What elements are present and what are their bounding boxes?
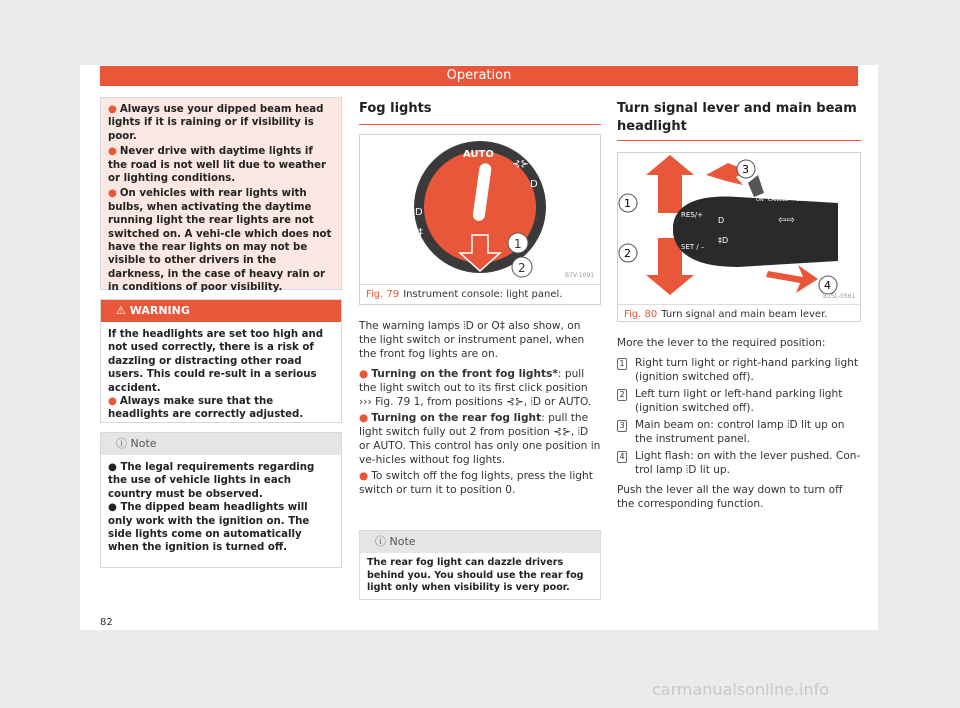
warning-bullets-box	[100, 97, 342, 294]
callout-2: 2	[624, 247, 631, 260]
lever-body	[673, 197, 838, 267]
lever-illustration	[618, 153, 860, 300]
info-icon: ⓘ	[116, 437, 131, 450]
page-header: Operation	[100, 66, 858, 86]
figure-caption: Fig. 80 Turn signal and main beam lever.	[618, 304, 860, 324]
list-item: 1 Right turn light or right-hand parking light (ignition switched off).	[617, 356, 861, 384]
label-set: SET / –	[681, 243, 705, 251]
note-header: ⓘ Note	[101, 433, 341, 455]
callout-4: 4	[824, 279, 831, 292]
bullet-item: ● On vehicles with rear lights with bulbs, when activating the daytime running light the rear lights are not switched on. A vehi-cle which does not have the rear lights on may not be visible to other drivers in the darkness, in the case of heavy rain or in conditions of poor visibility.	[108, 188, 332, 294]
note-body	[101, 455, 341, 561]
fog-lever-icon: ‡D	[718, 236, 729, 245]
dial-label-auto: AUTO	[463, 149, 494, 160]
front-fog-icon: ‡D	[410, 207, 423, 218]
figure-caption: Fig. 79 Instrument console: light panel.	[360, 284, 600, 304]
main-beam-icon: D	[718, 216, 725, 225]
note-bullet: ● The dipped beam headlights will only work with the ignition on. The side lights come on automatically when the ignition is turned off.	[108, 502, 310, 554]
label-off: OFF	[796, 197, 806, 203]
label-cancel: CANCEL	[768, 197, 789, 203]
turn-signal-section	[617, 100, 861, 511]
callout-1: 1	[514, 237, 522, 251]
label-on: ON	[756, 197, 764, 203]
callout-1: 1	[624, 197, 631, 210]
dial-label-0: 0	[420, 153, 430, 169]
note-bullet: ● The legal requirements regarding the use of vehicle lights in each country must be observed.	[108, 462, 315, 500]
intro-text: More the lever to the required position:	[617, 337, 826, 349]
turn-arrows-icon: ⇦⇨	[778, 215, 795, 226]
label-res: RES/+	[681, 211, 703, 219]
callout-3: 3	[742, 163, 749, 176]
list-item: 4 Light flash: on with the lever pushed. Con-trol lamp ⦙D lit up.	[617, 449, 861, 477]
bullet-front-fog: ● Turning on the front fog lights*: pull the light switch out to its first click position ››› Fig. 79 1, from positions ⊰⊱, ⦙D or AUTO.	[359, 368, 592, 408]
figure-80	[617, 152, 861, 322]
warning-body	[101, 322, 341, 428]
outro-text: Push the lever all the way down to turn off the corresponding function.	[617, 484, 843, 510]
fog-lights-section	[359, 100, 601, 497]
figure-code: B7V-1091	[565, 272, 595, 279]
bullet-rear-fog: ● Turning on the rear fog light: pull the light switch fully out 2 from position ⊰⊱, ⦙D or AUTO. This control has only one position in ve-hicles without fog lights.	[359, 412, 601, 466]
list-item: 2 Left turn light or left-hand parking light (ignition switched off).	[617, 387, 861, 415]
warning-icon: ⚠	[116, 304, 130, 317]
warning-bullet: ● Always make sure that the headlights are correctly adjusted.	[108, 396, 304, 421]
note-box-fog	[359, 530, 601, 600]
page-number: 82	[100, 617, 113, 628]
warning-header: ⚠ WARNING	[101, 300, 341, 322]
parking-light-icon: ⊰⊱	[512, 159, 529, 170]
bullet-switch-off: ● To switch off the fog lights, press the light switch or turn it to position 0.	[359, 470, 593, 496]
warning-box	[100, 299, 342, 423]
watermark: carmanualsonline.info	[652, 680, 830, 699]
light-switch-illustration	[360, 135, 600, 280]
callout-2: 2	[518, 261, 526, 275]
note-text: The rear fog light can dazzle drivers behind you. You should use the rear fog light only when visibility is very poor.	[367, 557, 584, 594]
figure-code: B1SL-0561	[823, 293, 856, 300]
bullet-item: ● Always use your dipped beam head lights if it is raining or if visibility is poor.	[108, 104, 324, 142]
rear-fog-icon: O‡	[410, 227, 423, 238]
dipped-beam-icon: D	[530, 179, 538, 190]
bullet-item: ● Never drive with daytime lights if the road is not well lit due to weather or lighting conditions.	[108, 146, 327, 185]
note-box	[100, 432, 342, 568]
warning-text: If the headlights are set too high and not used correctly, there is a risk of dazzling or distracting other road users. This could re-sult in a serious accident.	[108, 329, 324, 394]
note-header: ⓘ Note	[360, 531, 600, 553]
paragraph: The warning lamps ⦙D or O‡ also show, on the light switch or instrument panel, when the front fog lights are on.	[359, 320, 585, 360]
figure-79	[359, 134, 601, 305]
list-item: 3 Main beam on: control lamp ⦙D lit up on the instrument panel.	[617, 418, 861, 446]
section-title: Turn signal lever and main beam headlight	[617, 100, 861, 141]
info-icon: ⓘ	[375, 535, 390, 548]
section-title: Fog lights	[359, 100, 601, 125]
